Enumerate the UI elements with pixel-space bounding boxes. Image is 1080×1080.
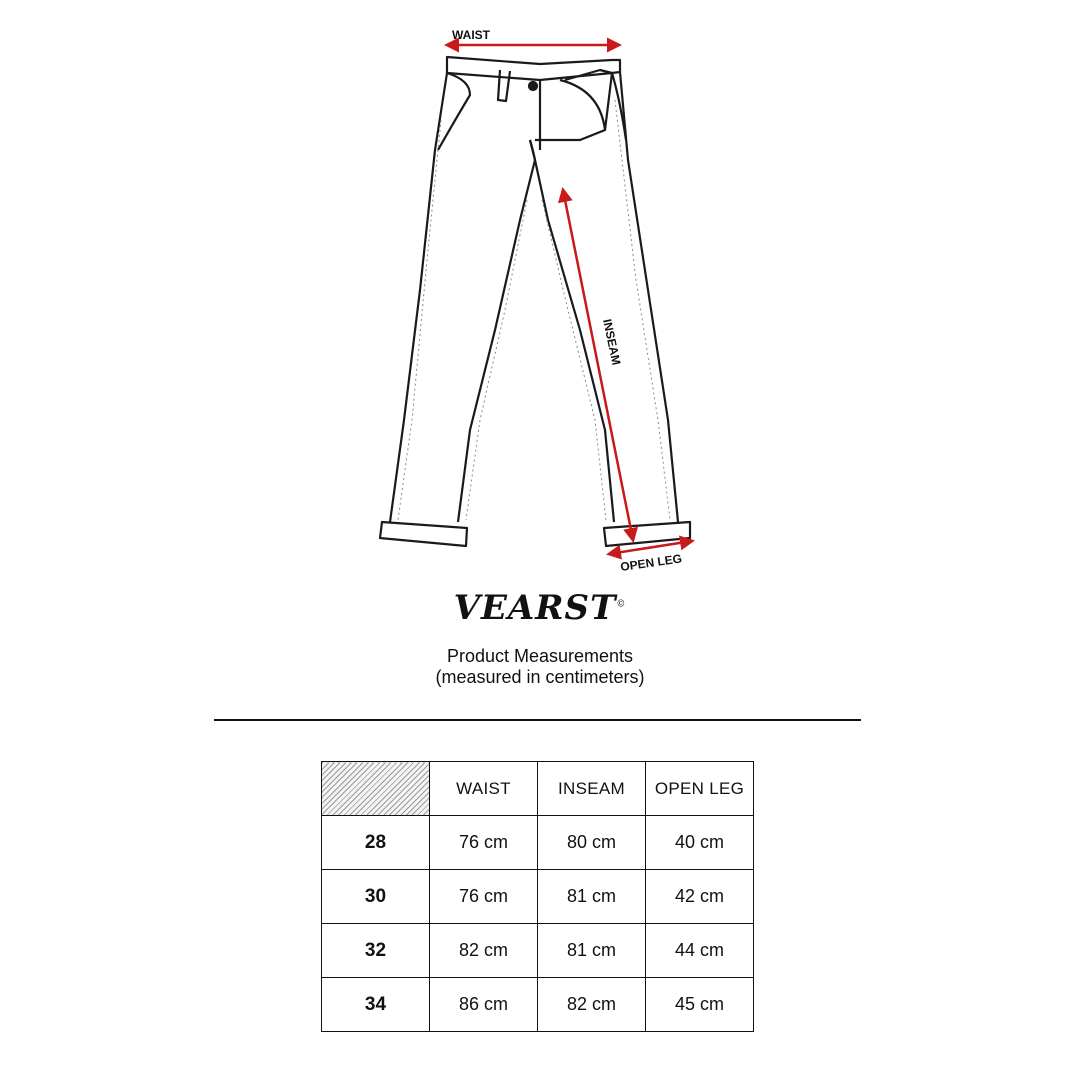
open-leg-cell: 44 cm xyxy=(646,924,754,978)
waist-cell: 76 cm xyxy=(430,816,538,870)
table-header-row xyxy=(322,762,754,816)
size-table xyxy=(321,761,754,1032)
waist-label: WAIST xyxy=(452,28,490,42)
inseam-arrow xyxy=(563,190,633,540)
inseam-cell: 80 cm xyxy=(538,816,646,870)
inseam-cell: 82 cm xyxy=(538,978,646,1032)
waist-cell: 86 cm xyxy=(430,978,538,1032)
inseam-cell: 81 cm xyxy=(538,924,646,978)
open-leg-cell: 40 cm xyxy=(646,816,754,870)
waist-cell: 76 cm xyxy=(430,870,538,924)
size-cell: 28 xyxy=(322,816,430,870)
table-row xyxy=(322,816,754,870)
size-cell: 30 xyxy=(322,870,430,924)
waist-cell: 82 cm xyxy=(430,924,538,978)
table-row xyxy=(322,870,754,924)
size-cell: 32 xyxy=(322,924,430,978)
open-leg-cell: 45 cm xyxy=(646,978,754,1032)
pants-outline xyxy=(380,57,690,546)
table-row xyxy=(322,978,754,1032)
page-subtitle: (measured in centimeters) xyxy=(435,667,645,687)
inseam-cell: 81 cm xyxy=(538,870,646,924)
open-leg-label: OPEN LEG xyxy=(619,551,683,574)
page-title: Product Measurements xyxy=(446,646,634,666)
divider xyxy=(214,719,861,721)
size-cell: 34 xyxy=(322,978,430,1032)
brand-logo-text: VEARST xyxy=(453,588,617,628)
brand-logo xyxy=(0,588,1080,628)
table-corner-cell xyxy=(322,762,430,816)
table-row xyxy=(322,924,754,978)
column-header-inseam: INSEAM xyxy=(538,762,646,816)
open-leg-cell: 42 cm xyxy=(646,870,754,924)
inseam-label: INSEAM xyxy=(600,317,624,367)
column-header-waist: WAIST xyxy=(430,762,538,816)
brand-mark: © xyxy=(616,599,627,610)
column-header-open-leg: OPEN LEG xyxy=(646,762,754,816)
